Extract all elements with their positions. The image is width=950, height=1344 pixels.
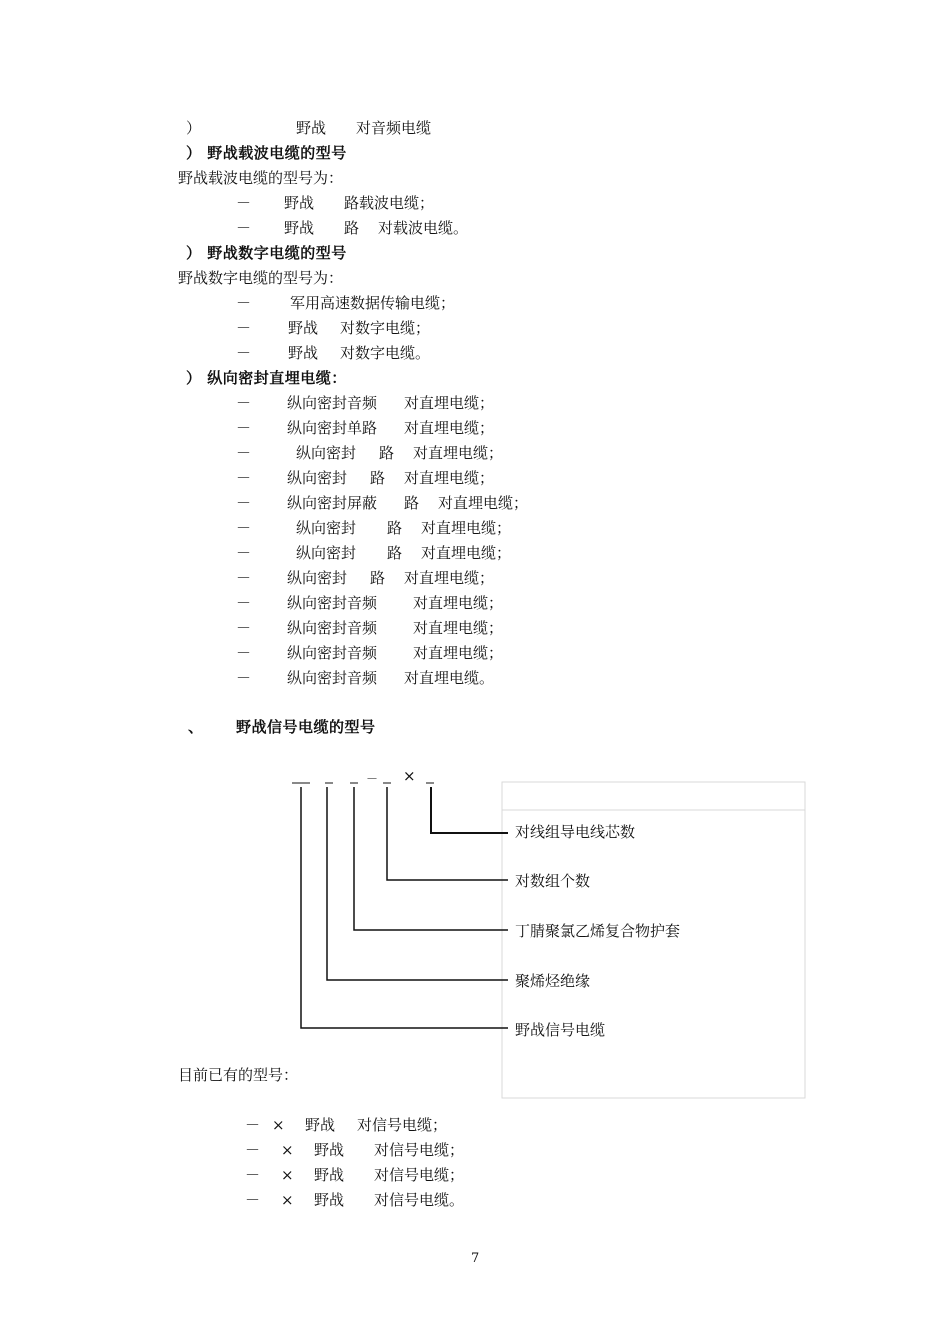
- buried-item-a: 纵向密封: [287, 569, 348, 587]
- diagram-label: 聚烯烃绝缘: [515, 972, 591, 990]
- buried-item-dash: －: [236, 444, 252, 462]
- diagram-label: 对线组导电线芯数: [515, 823, 636, 841]
- buried-item-a: 纵向密封: [296, 544, 357, 562]
- signal-item-b: 对信号电缆。: [374, 1191, 465, 1209]
- buried-item-c: 对直埋电缆；: [404, 569, 495, 587]
- buried-item-b: 路: [387, 544, 403, 562]
- buried-item-a: 纵向密封: [287, 469, 348, 487]
- buried-item-dash: －: [236, 669, 252, 687]
- digital-item-a: 野战: [288, 319, 319, 337]
- signal-item-a: 野战: [305, 1116, 336, 1134]
- digital-item-dash: －: [236, 294, 252, 312]
- buried-item-c: 对直埋电缆；: [413, 444, 504, 462]
- signal-heading: 野战信号电缆的型号: [236, 718, 376, 736]
- code-times: ×: [403, 767, 416, 785]
- buried-item-dash: －: [236, 494, 252, 512]
- buried-item-b: 路: [404, 494, 420, 512]
- digital-item-b: 对数字电缆；: [340, 319, 431, 337]
- signal-heading-mark: 、: [188, 718, 204, 736]
- buried-item-a: 纵向密封音频: [287, 669, 378, 687]
- buried-item-a: 纵向密封音频: [287, 619, 378, 637]
- digital-item-a: 军用高速数据传输电缆；: [290, 294, 456, 312]
- buried-item-b: 对直埋电缆；: [413, 644, 504, 662]
- existing-intro: 目前已有的型号：: [178, 1066, 299, 1084]
- diagram-label: 对数组个数: [515, 872, 591, 890]
- signal-item-a: 野战: [314, 1141, 345, 1159]
- signal-item-dash: －: [245, 1141, 261, 1159]
- paren: ）: [186, 119, 202, 137]
- buried-item-b: 路: [370, 469, 386, 487]
- buried-item-dash: －: [236, 394, 252, 412]
- leader-line: [431, 787, 508, 833]
- signal-item-b: 对信号电缆；: [374, 1141, 465, 1159]
- carrier-intro: 野战载波电缆的型号为：: [178, 169, 344, 187]
- buried-item-dash: －: [236, 419, 252, 437]
- digital-item-dash: －: [236, 319, 252, 337]
- carrier-item-dash: －: [236, 219, 252, 237]
- buried-item-b: 路: [370, 569, 386, 587]
- buried-item-dash: －: [236, 519, 252, 537]
- buried-item-c: 对直埋电缆；: [438, 494, 529, 512]
- carrier-heading: ） 野战载波电缆的型号: [186, 144, 347, 162]
- signal-item-dash: －: [245, 1191, 261, 1209]
- signal-item-b: 对信号电缆；: [374, 1166, 465, 1184]
- prev-line-b: 对音频电缆: [356, 119, 432, 137]
- buried-item-a: 纵向密封音频: [287, 644, 378, 662]
- buried-item-dash: －: [236, 569, 252, 587]
- buried-item-a: 纵向密封: [296, 444, 357, 462]
- signal-item-times: ×: [281, 1166, 294, 1184]
- digital-heading: ） 野战数字电缆的型号: [186, 244, 347, 262]
- buried-item-a: 纵向密封单路: [287, 419, 378, 437]
- signal-item-times: ×: [281, 1141, 294, 1159]
- carrier-item-a: 野战: [284, 194, 315, 212]
- diagram-label: 丁腈聚氯乙烯复合物护套: [515, 922, 681, 940]
- buried-item-b: 路: [387, 519, 403, 537]
- carrier-item-a: 野战: [284, 219, 315, 237]
- buried-item-dash: －: [236, 594, 252, 612]
- buried-item-dash: －: [236, 469, 252, 487]
- buried-item-c: 对直埋电缆；: [421, 519, 512, 537]
- signal-item-a: 野战: [314, 1191, 345, 1209]
- signal-item-dash: －: [245, 1166, 261, 1184]
- signal-item-b: 对信号电缆；: [357, 1116, 448, 1134]
- buried-item-b: 路: [379, 444, 395, 462]
- buried-item-dash: －: [236, 644, 252, 662]
- code-hyphen: －: [366, 772, 379, 786]
- carrier-item-c: 对载波电缆。: [378, 219, 469, 237]
- buried-item-c: 对直埋电缆；: [404, 469, 495, 487]
- digital-item-a: 野战: [288, 344, 319, 362]
- prev-line-a: 野战: [296, 119, 327, 137]
- buried-item-b: 对直埋电缆；: [413, 619, 504, 637]
- signal-item-a: 野战: [314, 1166, 345, 1184]
- buried-item-b: 对直埋电缆；: [413, 594, 504, 612]
- leader-line: [301, 787, 508, 1028]
- buried-item-a: 纵向密封: [296, 519, 357, 537]
- buried-item-a: 纵向密封屏蔽: [287, 494, 378, 512]
- signal-item-dash: －: [245, 1116, 261, 1134]
- buried-item-b: 对直埋电缆；: [404, 419, 495, 437]
- buried-item-a: 纵向密封音频: [287, 594, 378, 612]
- buried-item-dash: －: [236, 619, 252, 637]
- digital-item-dash: －: [236, 344, 252, 362]
- digital-item-b: 对数字电缆。: [340, 344, 431, 362]
- carrier-item-b: 路: [344, 219, 360, 237]
- carrier-item-dash: －: [236, 194, 252, 212]
- buried-item-b: 对直埋电缆；: [404, 394, 495, 412]
- carrier-item-b: 路载波电缆；: [344, 194, 435, 212]
- signal-item-times: ×: [272, 1116, 285, 1134]
- buried-item-b: 对直埋电缆。: [404, 669, 495, 687]
- digital-intro: 野战数字电缆的型号为：: [178, 269, 344, 287]
- signal-item-times: ×: [281, 1191, 294, 1209]
- buried-heading: ） 纵向密封直埋电缆：: [186, 369, 347, 387]
- buried-item-dash: －: [236, 544, 252, 562]
- diagram-label: 野战信号电缆: [515, 1021, 606, 1039]
- buried-item-c: 对直埋电缆；: [421, 544, 512, 562]
- buried-item-a: 纵向密封音频: [287, 394, 378, 412]
- page-number: 7: [471, 1251, 480, 1266]
